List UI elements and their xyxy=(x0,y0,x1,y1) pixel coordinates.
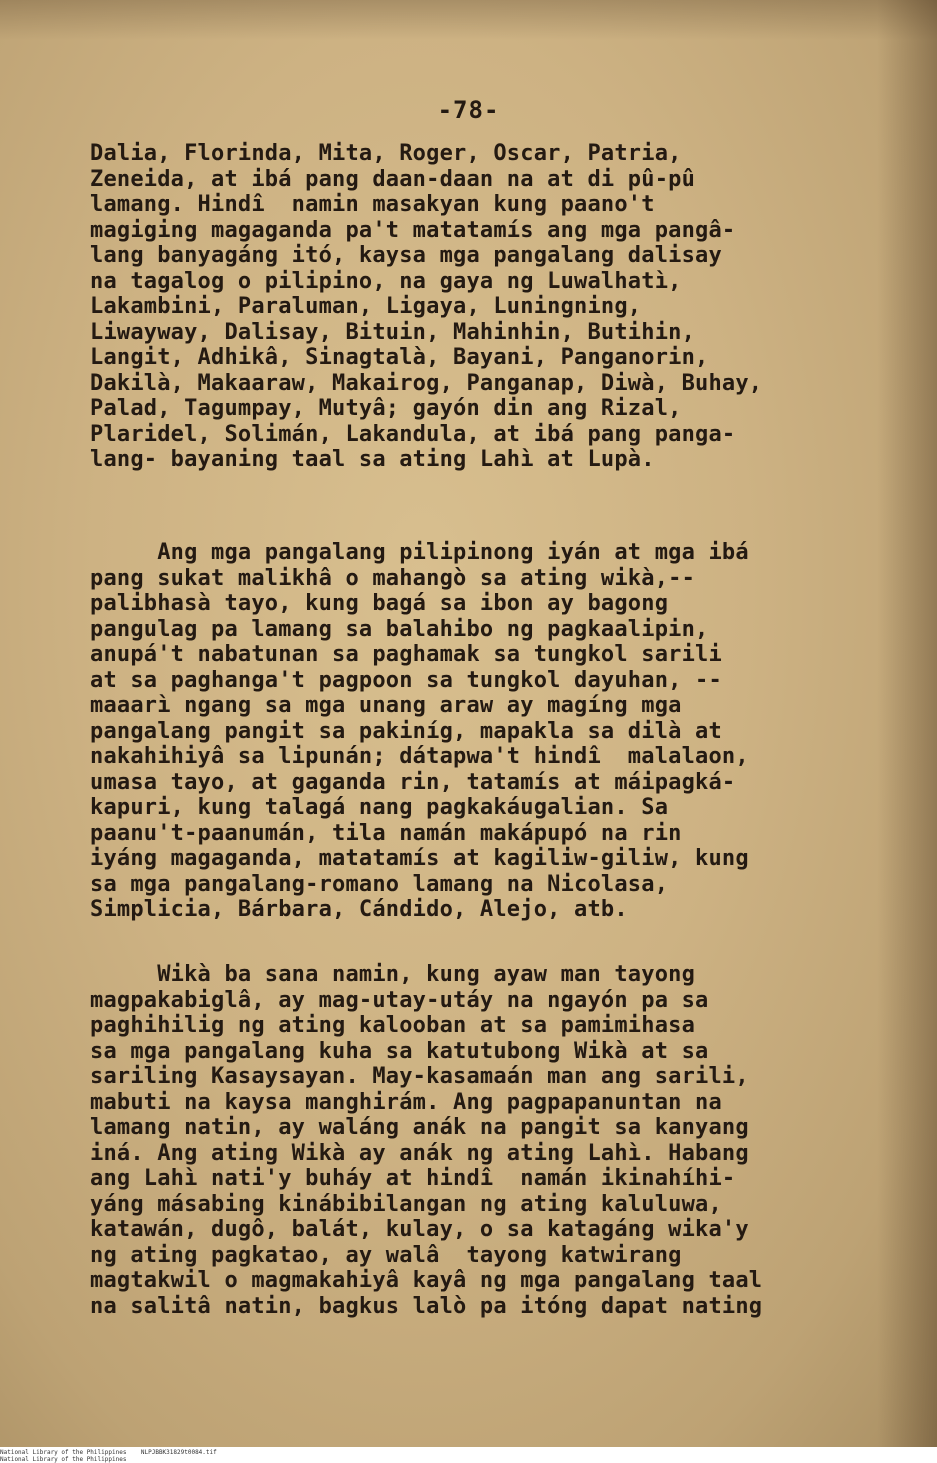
text-line: lamang natin, ay waláng anák na pangit sa kanyang xyxy=(90,1115,749,1140)
text-line: Langit, Adhikâ, Sinagtalà, Bayani, Panganorin, xyxy=(90,345,709,370)
text-line: mabuti na kaysa manghirám. Ang pagpapanuntan na xyxy=(90,1089,722,1115)
text-line: umasa tayo, at gaganda rin, tatamís at máipagká- xyxy=(90,769,736,795)
text-line: Liwayway, Dalisay, Bituin, Mahinhin, Butihin, xyxy=(90,319,696,345)
text-line: magtakwil o magmakahiyâ kayâ ng mga pangalang taal xyxy=(90,1268,763,1293)
text-line: lang- bayaning taal sa ating Lahì at Lupà. xyxy=(90,447,655,472)
text-line: paghihilig ng ating kalooban at sa pamimihasa xyxy=(90,1013,696,1038)
footer-line: National Library of the Philippines NLPJBBK31829t0084.tif xyxy=(0,1449,217,1456)
text-line: pangulag pa lamang sa balahibo ng pagkaalipin, xyxy=(90,616,709,642)
text-line: pangalang pangit sa pakiníg, mapakla sa dilà at xyxy=(90,718,722,744)
text-line: sariling Kasaysayan. May-kasamaán man ang sarili, xyxy=(90,1064,749,1089)
text-line: magpakabiglâ, ay mag-utay-utáy na ngayón pa sa xyxy=(90,987,709,1013)
text-line: Lakambini, Paraluman, Ligaya, Luningning, xyxy=(90,294,642,319)
text-line: magiging magaganda pa't matatamís ang mga pangâ- xyxy=(90,217,736,243)
text-line: Wikà ba sana namin, kung ayaw man tayong xyxy=(90,962,696,987)
text-line: Plaridel, Solimán, Lakandula, at ibá pang panga- xyxy=(90,421,736,447)
text-line: kapuri, kung talagá nang pagkakáugalian. Sa xyxy=(90,795,669,820)
text-line: lang banyagáng itó, kaysa mga pangalang dalisay xyxy=(90,243,722,268)
paragraph-3 xyxy=(90,962,890,1319)
text-line: anupá't nabatunan sa paghamak sa tungkol sarili xyxy=(90,642,722,667)
text-line: palibhasà tayo, kung bagá sa ibon ay bagong xyxy=(90,591,669,616)
text-line: na salitâ natin, bagkus lalò pa itóng dapat nating xyxy=(90,1293,763,1319)
text-line: iná. Ang ating Wikà ay anák ng ating Lahì. Habang xyxy=(90,1140,749,1166)
text-line: yáng másabing kinábibilangan ng ating kaluluwa, xyxy=(90,1191,722,1217)
paragraph-1 xyxy=(90,141,890,473)
archive-footer xyxy=(0,1449,217,1463)
text-line: Zeneida, at ibá pang daan-daan na at di pû-pû xyxy=(90,166,696,192)
text-line: maaarì ngang sa mga unang araw ay magíng mga xyxy=(90,693,682,718)
text-line: sa mga pangalang kuha sa katutubong Wikà at sa xyxy=(90,1038,709,1064)
text-line: nakahihiyâ sa lipunán; dátapwa't hindî malalaon, xyxy=(90,744,749,769)
text-line: iyáng magaganda, matatamís at kagiliw-giliw, kung xyxy=(90,846,749,871)
text-line: ang Lahì nati'y buháy at hindî namán ikinahíhi- xyxy=(90,1166,736,1191)
text-line: pang sukat malikhâ o mahangò sa ating wikà,-- xyxy=(90,565,696,591)
text-line: at sa paghanga't pagpoon sa tungkol dayuhan, -- xyxy=(90,667,722,693)
text-line: Dalia, Florinda, Mita, Roger, Oscar, Patria, xyxy=(90,141,682,166)
text-line: Palad, Tagumpay, Mutyâ; gayón din ang Rizal, xyxy=(90,396,682,421)
text-line: lamang. Hindî namin masakyan kung paano't xyxy=(90,192,655,217)
page-shadow-top xyxy=(0,0,937,40)
text-line: na tagalog o pilipino, na gaya ng Luwalhatì, xyxy=(90,268,682,294)
text-line: katawán, dugô, balát, kulay, o sa katagáng wika'y xyxy=(90,1217,749,1242)
text-line: ng ating pagkatao, ay walâ tayong katwirang xyxy=(90,1242,682,1268)
text-line: Dakilà, Makaaraw, Makairog, Panganap, Diwà, Buhay, xyxy=(90,370,763,396)
text-line: Simplicia, Bárbara, Cándido, Alejo, atb. xyxy=(90,897,628,922)
page-number: -78- xyxy=(437,96,500,124)
text-line: sa mga pangalang-romano lamang na Nicolasa, xyxy=(90,871,669,897)
text-line: paanu't-paanumán, tila namán makápupó na rin xyxy=(90,820,682,846)
paragraph-2 xyxy=(90,540,890,923)
footer-line: National Library of the Philippines xyxy=(0,1456,127,1463)
text-line: Ang mga pangalang pilipinong iyán at mga ibá xyxy=(90,540,749,565)
